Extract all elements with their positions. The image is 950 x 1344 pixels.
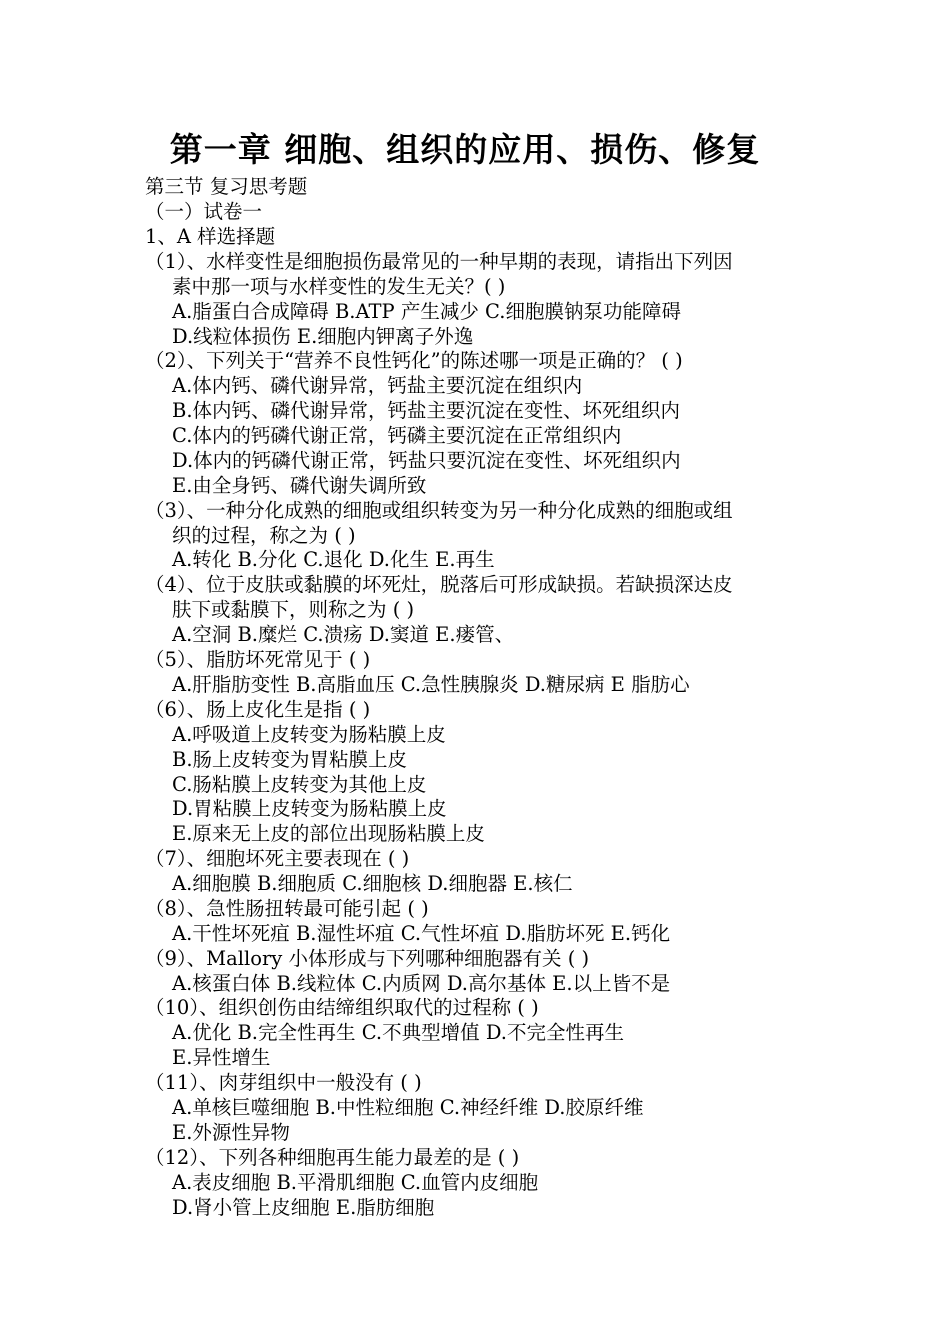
question-option: A.空洞 B.糜烂 C.溃疡 D.窦道 E.瘘管、 <box>172 623 515 646</box>
question-option: D.肾小管上皮细胞 E.脂肪细胞 <box>172 1196 435 1219</box>
question-stem-continued: 肤下或黏膜下，则称之为 ( ) <box>172 598 415 621</box>
question-stem-continued: 素中那一项与水样变性的发生无关？( ) <box>172 275 506 298</box>
question-stem: （6）、肠上皮化生是指 ( ) <box>145 698 371 721</box>
question-option: A.呼吸道上皮转变为肠粘膜上皮 <box>172 723 446 746</box>
question-option: A.转化 B.分化 C.退化 D.化生 E.再生 <box>172 548 495 571</box>
question-option: E.由全身钙、磷代谢失调所致 <box>172 474 427 497</box>
question-option: A.肝脂肪变性 B.高脂血压 C.急性胰腺炎 D.糖尿病 E 脂肪心 <box>172 673 690 696</box>
question-stem: （2）、下列关于“营养不良性钙化”的陈述哪一项是正确的？ ( ) <box>145 349 683 372</box>
question-stem: （11）、肉芽组织中一般没有 ( ) <box>145 1071 422 1094</box>
question-option: A.单核巨噬细胞 B.中性粒细胞 C.神经纤维 D.胶原纤维 <box>172 1096 644 1119</box>
question-stem: （4）、位于皮肤或黏膜的坏死灶，脱落后可形成缺损。若缺损深达皮 <box>145 573 733 596</box>
question-option: A.表皮细胞 B.平滑肌细胞 C.血管内皮细胞 <box>172 1171 539 1194</box>
question-option: A.干性坏死疽 B.湿性坏疽 C.气性坏疽 D.脂肪坏死 E.钙化 <box>172 922 671 945</box>
question-option: A.核蛋白体 B.线粒体 C.内质网 D.高尔基体 E.以上皆不是 <box>172 972 671 995</box>
question-option: D.体内的钙磷代谢正常，钙盐只要沉淀在变性、坏死组织内 <box>172 449 681 472</box>
question-option: A.细胞膜 B.细胞质 C.细胞核 D.细胞器 E.核仁 <box>172 872 573 895</box>
question-stem: （5）、脂肪坏死常见于 ( ) <box>145 648 371 671</box>
question-stem: （3）、一种分化成熟的细胞或组织转变为另一种分化成熟的细胞或组 <box>145 499 733 522</box>
chapter-title: 第一章 细胞、组织的应用、损伤、修复 <box>169 130 761 169</box>
question-option: E.外源性异物 <box>172 1121 290 1144</box>
section-heading: 第三节 复习思考题 <box>145 175 308 198</box>
question-option: D.线粒体损伤 E.细胞内钾离子外逸 <box>172 325 474 348</box>
question-stem: （10）、组织创伤由结缔组织取代的过程称 ( ) <box>145 996 539 1019</box>
question-option: E.异性增生 <box>172 1046 271 1069</box>
question-stem-continued: 织的过程，称之为 ( ) <box>172 524 356 547</box>
question-option: E.原来无上皮的部位出现肠粘膜上皮 <box>172 822 485 845</box>
question-stem: （1）、水样变性是细胞损伤最常见的一种早期的表现，请指出下列因 <box>145 250 733 273</box>
question-option: A.优化 B.完全性再生 C.不典型增值 D.不完全性再生 <box>172 1021 624 1044</box>
question-option: D.胃粘膜上皮转变为肠粘膜上皮 <box>172 797 447 820</box>
question-stem: （8）、急性肠扭转最可能引起 ( ) <box>145 897 429 920</box>
part-heading: 1、A 样选择题 <box>145 225 276 248</box>
question-option: C.体内的钙磷代谢正常，钙磷主要沉淀在正常组织内 <box>172 424 622 447</box>
question-option: C.肠粘膜上皮转变为其他上皮 <box>172 773 427 796</box>
question-option: B.肠上皮转变为胃粘膜上皮 <box>172 748 408 771</box>
question-option: B.体内钙、磷代谢异常，钙盐主要沉淀在变性、坏死组织内 <box>172 399 681 422</box>
question-option: A.脂蛋白合成障碍 B.ATP 产生减少 C.细胞膜钠泵功能障碍 <box>172 300 681 323</box>
question-option: A.体内钙、磷代谢异常，钙盐主要沉淀在组织内 <box>172 374 583 397</box>
question-stem: （9）、Mallory 小体形成与下列哪种细胞器有关 ( ) <box>145 947 590 970</box>
question-stem: （7）、细胞坏死主要表现在 ( ) <box>145 847 410 870</box>
paper-heading: （一）试卷一 <box>145 200 263 223</box>
question-stem: （12）、下列各种细胞再生能力最差的是 ( ) <box>145 1146 520 1169</box>
